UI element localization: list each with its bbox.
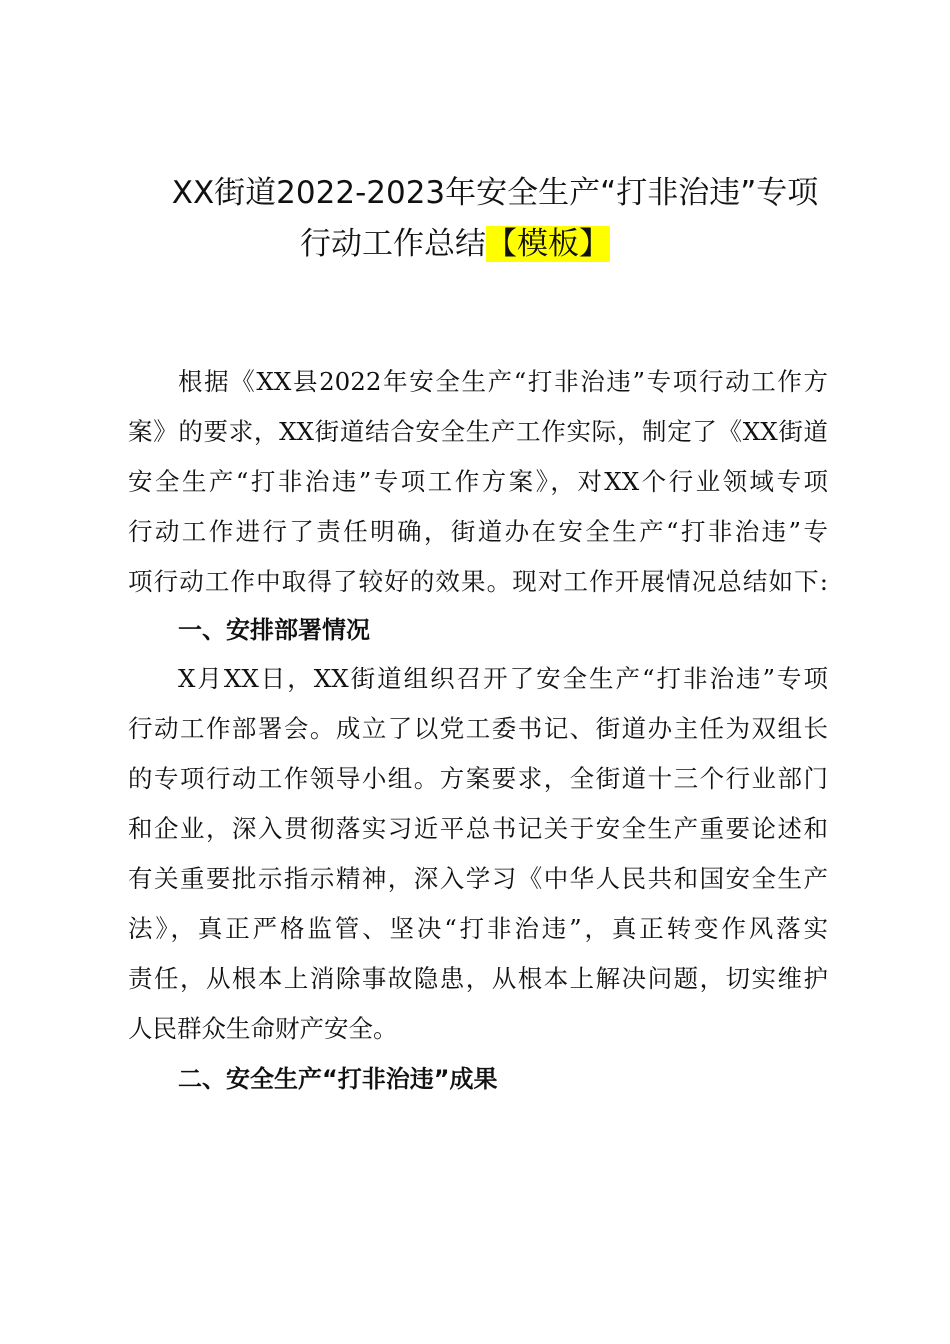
- intro-line-2: 案》的要求，XX街道结合安全生产工作实际，制定了《XX街道: [128, 417, 828, 446]
- section-heading-1: 一、安排部署情况: [178, 616, 370, 644]
- section1-line-3: 的专项行动工作领导小组。方案要求，全街道十三个行业部门: [128, 764, 828, 793]
- intro-line-4: 行动工作进行了责任明确，街道办在安全生产“打非治违”专: [128, 517, 828, 546]
- section1-line-5: 有关重要批示指示精神，深入学习《中华人民共和国安全生产: [128, 864, 828, 893]
- section1-line-1: X月XX日，XX街道组织召开了安全生产“打非治违”专项: [178, 664, 828, 693]
- intro-line-5: 项行动工作中取得了较好的效果。现对工作开展情况总结如下:: [128, 567, 828, 596]
- section1-line-2: 行动工作部署会。成立了以党工委书记、街道办主任为双组长: [128, 714, 828, 743]
- document-title-line-1: XX街道2022-2023年安全生产“打非治违”专项: [171, 175, 819, 211]
- document-title-main: 行动工作总结: [300, 226, 486, 262]
- section1-line-8: 人民群众生命财产安全。: [128, 1014, 398, 1043]
- intro-line-1: 根据《XX县2022年安全生产“打非治违”专项行动工作方: [178, 367, 828, 396]
- section1-line-4: 和企业，深入贯彻落实习近平总书记关于安全生产重要论述和: [128, 814, 828, 843]
- intro-line-3: 安全生产“打非治违”专项工作方案》，对XX个行业领域专项: [128, 467, 828, 496]
- section1-line-7: 责任，从根本上消除事故隐患，从根本上解决问题，切实维护: [128, 964, 828, 993]
- document-title-line-2: [60, 218, 850, 270]
- template-highlight-tag: 【模板】: [486, 226, 610, 262]
- section-heading-2: 二、安全生产“打非治违”成果: [178, 1065, 498, 1093]
- section1-line-6: 法》，真正严格监管、坚决“打非治违”，真正转变作风落实: [128, 914, 828, 943]
